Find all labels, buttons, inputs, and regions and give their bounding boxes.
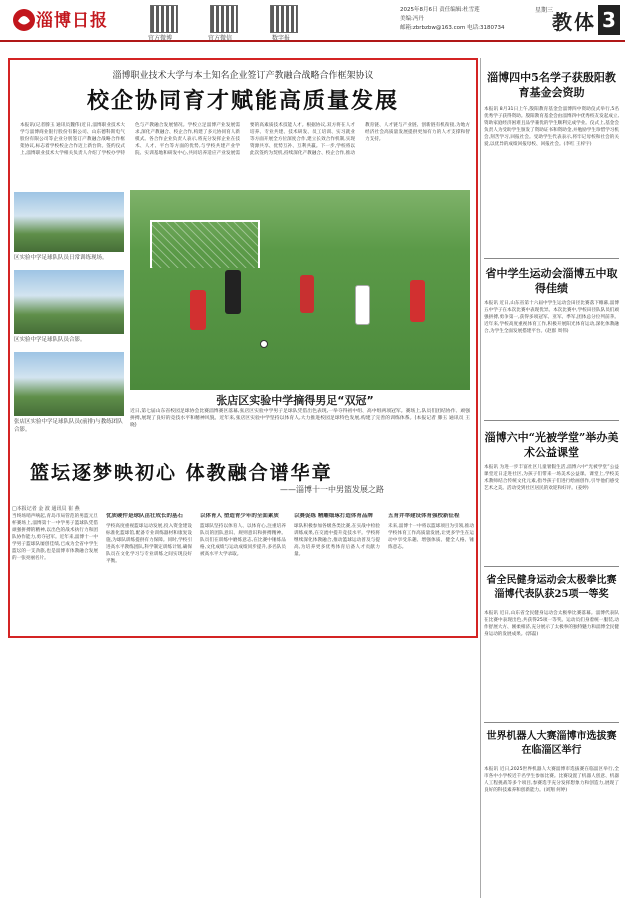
qr-label: 官方微信 [208,35,233,42]
masthead [0,0,625,42]
divider [484,258,619,259]
article-body: 本报讯 近日,山东省第十六届中学生运动会田径比赛落下帷幕,淄博五中学子在本次比赛中表现优异。本次比赛中,学校田径队队员们顽强拼搏,勇争第一,获得多项冠军、亚军、季军,团体总分位列前茅。近年来,学校高度重视体育工作,积极开展阳光体育运动,深化体教融合,为学生全面发展搭建平台。(赵群 周伟) [484,301,619,334]
team-photo [14,270,124,334]
photo-caption: 近日,第七届山东省校园足球协会比赛淄博赛区落幕,张店区实验中学男子足球队凭借出色表现,一举夺得初中组、高中组两项冠军。赛场上,队员们团结协作、顽强拼搏,展现了良好的竞技水平和精神风貌。近年来,张店区实验中学坚持以体育人,大力推进校园足球特色发展,构建了完善的训练体系。(本报记者 滕玉 通讯员 王晓) [130,409,470,428]
article-headline: 淄博四中5名学子获殷阳教育基金会资助 [487,71,616,99]
paragraph: 当终场哨声响起,青岛市局管范的男篮元旦杯赛场上,淄博第十一中学男子篮球队凭借顽强拼搏的精神,以出色的战术执行力和团队协作能力,勇夺冠军。近年来,淄博十一中学男子篮球队屡创佳绩,已成为全省中学生篮坛的一支劲旅,也是淄博市体教融合发展的一张亮丽名片。 [12,514,98,561]
newspaper-name: 淄博日报 [36,11,108,31]
divider [484,566,619,567]
article-headline: 淄博六中“光被学堂”举办美术公益课堂 [484,431,619,459]
football-match-photo [130,190,470,390]
feature-subtitle: ——淄博十一中男篮发展之路 [280,485,384,494]
issue-info [400,6,550,33]
paragraph: 篮球队坚持以体育人、以体育心,注重培养队员的团队意识、规则意识和拼搏精神。队员们在训练中磨炼意志,在比赛中锤炼品格,文化成绩与运动成绩同步提升,多名队员被高水平大学录取。 [200,524,286,557]
subheading: 以赛促练 精雕细琢打造体育品牌 [294,513,373,519]
qr-code-icon [150,5,178,33]
page-number: 3 [598,5,620,35]
email: 邮箱:zbrbzbw@163.com [400,25,466,31]
article-body: 本报讯 近日,2025世界机器人大赛淄博市选拔赛在临淄区举行,全市各中小学校近千名学生参加比赛。比赛设置了机器人创意、机器人工程挑战等多个项目,参赛选手充分发挥想象力和创造力,展现了良好的科技素养和创新能力。(刘翔 何婷) [484,767,619,793]
photo-caption: 区实验中学足球队队员日常训练现场。 [14,255,108,261]
subheading: 以体育人 塑造青少年的全面素质 [200,513,279,519]
goal-net [150,220,260,268]
divider [484,420,619,421]
training-photo [14,192,124,252]
player-black [225,270,241,314]
article-headline: 省中学生运动会淄博五中取得佳绩 [485,267,618,295]
article-body: 本报讯 近日,山东省全民健身运动会太极拳比赛落幕。淄博代表队在比赛中表现出色,共获得25项一等奖。运动员们身着统一服装,动作舒展大方、刚柔相济,充分展示了太极拳的独特魅力和淄博全民健身运动的发展成果。(郭磊) [484,611,619,637]
editor-line: 责任编辑:杜雪莲 [439,7,480,13]
player-red [410,280,425,322]
lead-headline: 校企协同育才赋能高质量发展 [86,88,399,114]
issue-date: 2025年8月6日 [400,7,438,13]
article-body: 本报讯 为进一步丰富社区儿童暑假生活,淄博六中“光被学堂”公益课堂近日走进社区,为孩子们带来一场美术公益课。课堂上,学校美术教师结合传统文化元素,指导孩子们进行绘画创作,引导他们感受艺术之美。活动受到社区居民的欢迎和好评。(姜婷) [484,465,619,491]
subheading: 优质硬件是球队茁壮成长的基石 [106,513,184,519]
feature-byline: □本报记者 金 波 通讯员 崔 燕 [12,506,80,512]
feature-body [12,513,474,897]
paragraph: 学校高度重视篮球运动发展,投入资金建设标准化篮球馆,配备专业训练器材和康复设施,为球队训练提供有力保障。同时,学校引进高水平教练团队,科学制定训练计划,确保队员在文化学习与专业训练之间实现良好平衡。 [106,524,192,564]
weekday: 星期三 [535,7,554,14]
qr-label: 数字报 [272,35,291,42]
photo-caption: 张店区实验中学足球队队员(前排)与教练团队合影。 [14,419,123,433]
photo-caption: 区实验中学足球队队员合影。 [14,337,86,343]
paragraph: 未来,淄博十一中将以篮球项目为引领,推动学校体育工作高质量发展,让更多学生在运动中享受乐趣、增强体质、健全人格、锤炼意志。 [388,524,474,550]
divider [484,722,619,723]
paragraph: 球队积极参加各级各类比赛,在实战中检验训练成果,在交流中提升竞技水平。学校将继续深化体教融合,推动篮球运动普及与提高,为培养更多优秀体育后备人才贡献力量。 [294,524,380,557]
team-coaches-photo [14,352,124,416]
phone: 电话:3180734 [467,25,505,31]
feature-headline: 篮坛逐梦映初心 体教融合谱华章 [30,462,333,484]
article-body: 本报讯 8月31日上午,殷阳教育基金会淄博四中资助仪式举行,5名优秀学子获得资助。殷阳教育基金会由淄博四中优秀校友发起成立,资助家庭经济困难且品学兼优的学生顺利完成学业。仪式上,基金会负责人为受助学生颁发了资助证书和资助金,并勉励学生珍惜学习机会,刻苦学习,回报社会。受助学生代表表示,将牢记母校和社会的关爱,以优异的成绩回报母校、回报社会。(李红 王梓宇) [484,107,619,147]
article-headline: 省全民健身运动会太极拳比赛淄博代表队获25项一等奖 [486,575,617,600]
player-red [300,275,314,313]
section-name: 教体 [552,10,596,34]
football-icon [260,340,268,348]
photo-headline: 张店区实验中学摘得男足“双冠” [216,394,374,407]
player-white [355,285,370,325]
subheading: 五育并举建设体育强校新征程 [388,513,460,519]
player-red [190,290,206,330]
qr-label: 官方微博 [148,35,173,42]
lead-kicker: 淄博职业技术大学与本土知名企业签订产教融合战略合作框架协议 [112,71,374,81]
qr-code-icon [210,5,238,33]
lead-body: 本报讯(记者滕玉 通讯员魏伟)近日,淄博职业技术大学与淄博商业银行股份有限公司、山东德科斯电气股份有限公司等企业分别签订产教融合战略合作框架协议,标志着学校校企合作迈上新台阶。签约仪式上,淄博职业技术大学相关负责人介绍了学校办学特色与产教融合发展情况。学校立足淄博产业发展需求,深化产教融合、校企合作,构建了多元协同育人新模式。各合作企业负责人表示,将充分发挥企业在技术、人才、平台等方面的优势,与学校共建产业学院、实训基地和研发中心,共同培养适应产业发展需要的高素质技术技能人才。根据协议,双方将在人才培养、专业共建、技术研发、员工培训、实习就业等方面开展全方位深度合作,建立长效合作机制,实现资源共享、优势互补、互利共赢。下一步,学校将以此次签约为契机,持续深化产教融合、校企合作,推动教育链、人才链与产业链、创新链有机衔接,为地方经济社会高质量发展提供更加有力的人才支撑和智力支持。 [20,123,470,156]
qr-code-icon [270,5,298,33]
design-line: 美编:冯丹 [400,16,424,22]
article-headline: 世界机器人大赛淄博市选拔赛在临淄区举行 [486,731,617,756]
column-divider [480,58,481,898]
